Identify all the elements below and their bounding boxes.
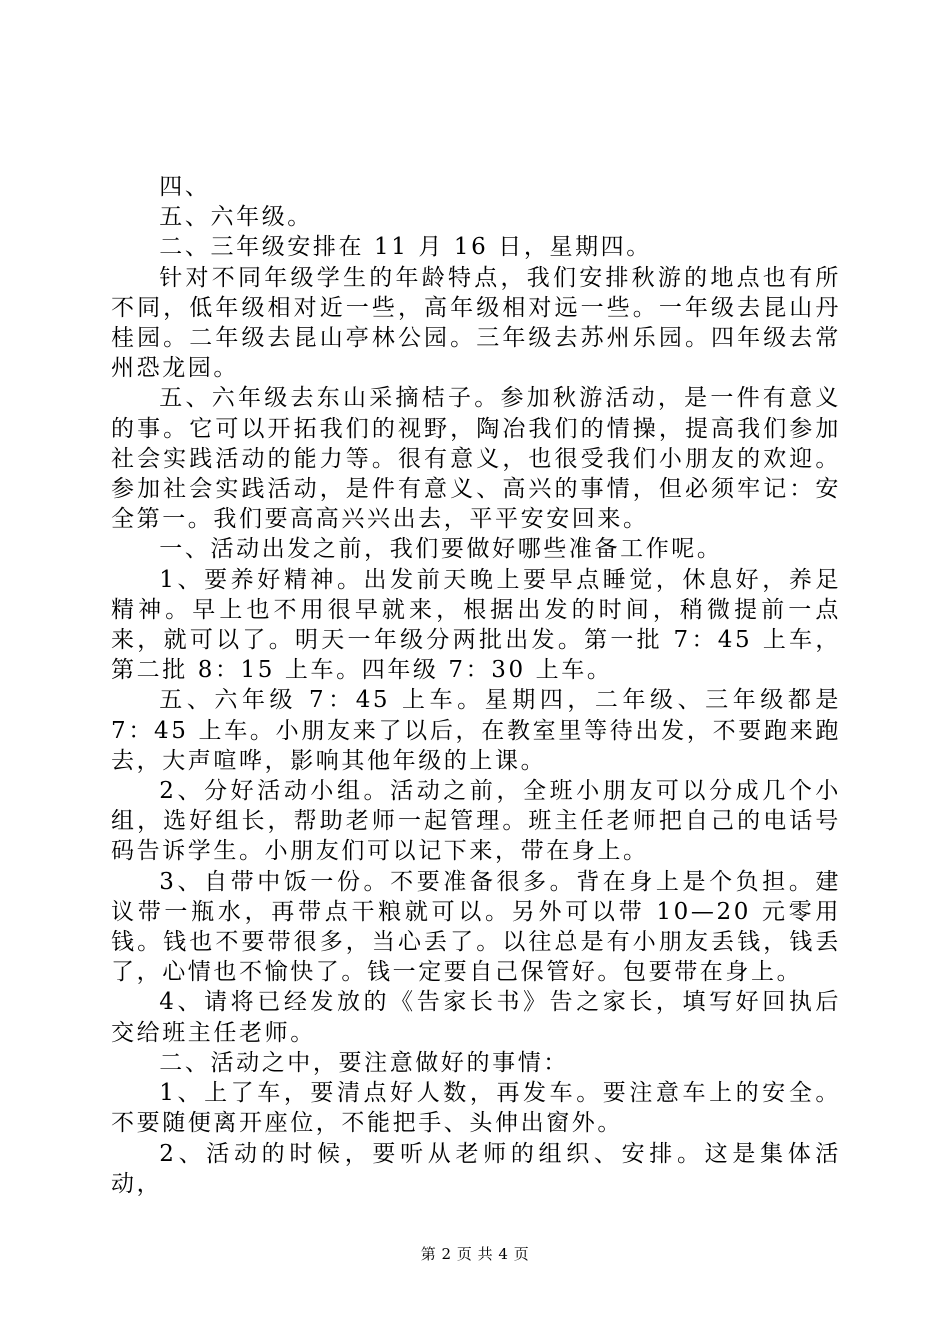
paragraph: 一、活动出发之前，我们要做好哪些准备工作呢。	[159, 536, 723, 563]
paragraph: 2、分好活动小组。活动之前，全班小朋友可以分成几个小组，选好组长，帮助老师一起管理。班主任老师把自己的电话号码告诉学生。小朋友们可以记下来，带在身上。	[111, 778, 841, 865]
paragraph: 五、六年级。	[159, 204, 313, 231]
paragraph: 4、请将已经发放的《告家长书》告之家长，填写好回执后交给班主任老师。	[111, 989, 841, 1046]
paragraph: 二、活动之中，要注意做好的事情：	[159, 1049, 569, 1076]
paragraph: 3、自带中饭一份。不要准备很多。背在身上是个负担。建议带一瓶水，再带点干粮就可以。另外可以带 10—20 元零用钱。钱也不要带很多，当心丢了。以往总是有小朋友丢钱，钱丢了，心情也不愉快了。钱一定要自己保管好。包要带在身上。	[111, 868, 841, 986]
paragraph: 五、六年级 7：45 上车。星期四，二年级、三年级都是 7：45 上车。小朋友来了以后，在教室里等待出发，不要跑来跑去，大声喧哗，影响其他年级的上课。	[111, 687, 841, 774]
document-body	[111, 172, 841, 1199]
paragraph: 2、活动的时候，要听从老师的组织、安排。这是集体活动，	[111, 1140, 841, 1197]
paragraph: 四、	[159, 174, 211, 200]
paragraph: 二、三年级安排在 11 月 16 日，星期四。	[159, 234, 652, 261]
page-footer: 第 2 页 共 4 页	[420, 1245, 530, 1263]
paragraph: 五、六年级去东山采摘桔子。参加秋游活动，是一件有意义的事。它可以开拓我们的视野，陶冶我们的情操，提高我们参加社会实践活动的能力等。很有意义，也很受我们小朋友的欢迎。参加社会实践活动，是件有意义、高兴的事情，但必须牢记：安全第一。我们要高高兴兴出去，平平安安回来。	[111, 385, 841, 533]
paragraph: 1、要养好精神。出发前天晚上要早点睡觉，休息好，养足精神。早上也不用很早就来，根据出发的时间，稍微提前一点来，就可以了。明天一年级分两批出发。第一批 7：45 上车，第二批 8：15 上车。四年级 7：30 上车。	[111, 566, 841, 684]
paragraph: 针对不同年级学生的年龄特点，我们安排秋游的地点也有所不同，低年级相对近一些，高年级相对远一些。一年级去昆山丹桂园。二年级去昆山亭林公园。三年级去苏州乐园。四年级去常州恐龙园。	[111, 264, 841, 382]
paragraph: 1、上了车，要清点好人数，再发车。要注意车上的安全。不要随便离开座位，不能把手、头伸出窗外。	[111, 1080, 841, 1137]
